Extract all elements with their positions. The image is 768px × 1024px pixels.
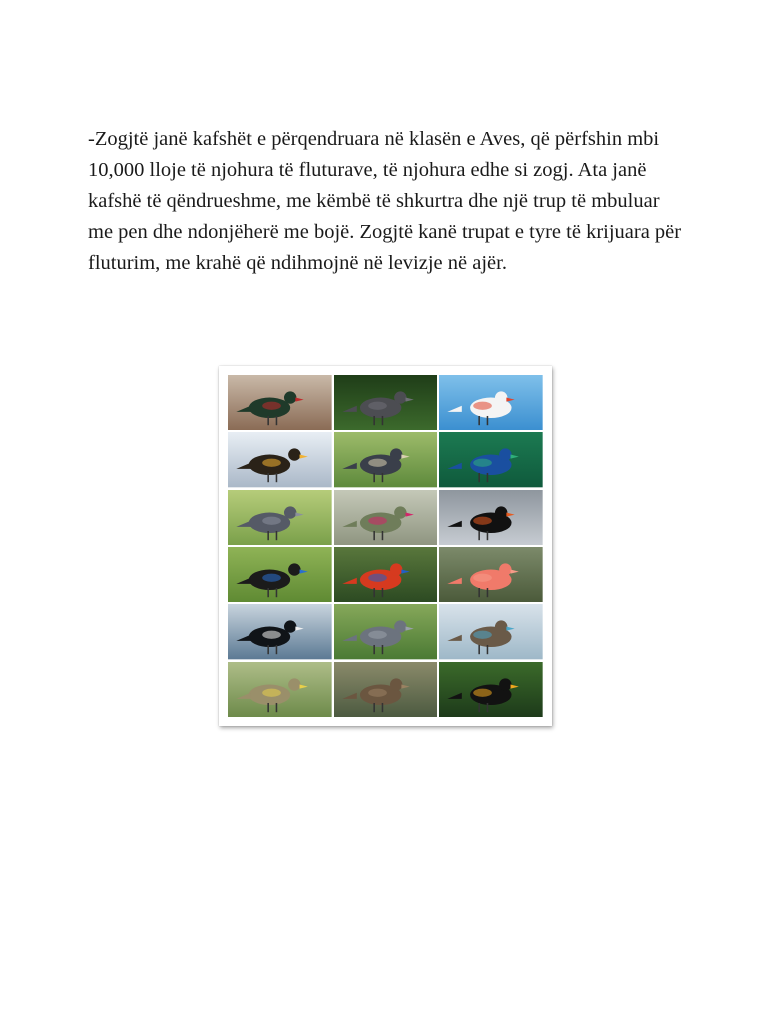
hummingbird-photo bbox=[334, 490, 438, 545]
sea-eagle-photo bbox=[228, 432, 332, 487]
peacock-photo-image bbox=[439, 432, 543, 487]
flamingo-photo-image bbox=[439, 547, 543, 602]
body-paragraph: -Zogjtë janë kafshët e përqendruara në klasën e Aves, që përfshin mbi 10,000 lloje të njohura të fluturave, të njohura edhe si zogj. Ata janë kafshë të qëndrueshme, me këmbë të shkurtra dhe një trup të mbuluar me pen dhe ndonjëherë me bojë. Zogjtë kanë trupat e tyre të krijuara për fluturim, me krahë që ndihmojnë në levizje në ajër. bbox=[88, 128, 682, 274]
cassowary-photo bbox=[228, 547, 332, 602]
crowned-crane-photo bbox=[334, 432, 438, 487]
pigeon-photo bbox=[228, 490, 332, 545]
lorikeet-photo bbox=[334, 547, 438, 602]
owl-photo-image bbox=[334, 662, 438, 717]
puffin-photo-image bbox=[439, 490, 543, 545]
toucan-photo bbox=[439, 662, 543, 717]
owl-photo bbox=[334, 662, 438, 717]
warbler-photo-image bbox=[228, 662, 332, 717]
puffin-photo bbox=[439, 490, 543, 545]
sea-eagle-photo-image bbox=[228, 432, 332, 487]
peacock-photo bbox=[439, 432, 543, 487]
toucan-photo-image bbox=[439, 662, 543, 717]
penguin-photo bbox=[228, 604, 332, 659]
penguin-photo-image bbox=[228, 604, 332, 659]
bird-photo-collage bbox=[219, 366, 552, 726]
turaco-photo bbox=[228, 375, 332, 430]
cassowary-photo-image bbox=[228, 547, 332, 602]
shoebill-photo-image bbox=[334, 375, 438, 430]
pigeon-photo-image bbox=[228, 490, 332, 545]
hummingbird-photo-image bbox=[334, 490, 438, 545]
tropicbird-photo bbox=[439, 375, 543, 430]
lorikeet-photo-image bbox=[334, 547, 438, 602]
booby-photo bbox=[439, 604, 543, 659]
booby-photo-image bbox=[439, 604, 543, 659]
heron-photo-image bbox=[334, 604, 438, 659]
heron-photo bbox=[334, 604, 438, 659]
shoebill-photo bbox=[334, 375, 438, 430]
crowned-crane-photo-image bbox=[334, 432, 438, 487]
flamingo-photo bbox=[439, 547, 543, 602]
tropicbird-photo-image bbox=[439, 375, 543, 430]
turaco-photo-image bbox=[228, 375, 332, 430]
photo-grid bbox=[228, 375, 543, 717]
warbler-photo bbox=[228, 662, 332, 717]
